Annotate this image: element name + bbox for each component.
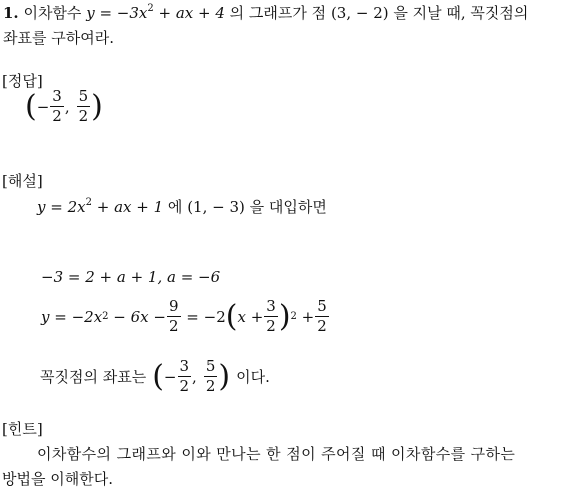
step2-fraction-3-2 <box>264 298 278 335</box>
answer-minus: − <box>36 97 50 116</box>
step2-h-den: 2 <box>317 317 327 335</box>
problem-line-2: 좌표를 구하여라. <box>3 29 114 47</box>
step2-open-paren: ( <box>225 298 238 334</box>
conclusion-text-b: 이다. <box>236 368 270 386</box>
answer-open-paren: ( <box>25 88 37 124</box>
problem-number: 1. <box>3 4 19 22</box>
conclusion-close-paren: ) <box>218 358 231 394</box>
solution-step-1: −3 = 2 + a + 1, a = −6 <box>41 268 221 286</box>
problem-equation-prefix: y = −3x <box>86 4 148 22</box>
step2-h-num: 5 <box>317 297 327 315</box>
solution-point: (1, − 3) <box>187 198 245 216</box>
problem-text-a: 이차함수 <box>23 4 82 22</box>
solution-eq-exponent: 2 <box>85 197 92 208</box>
step2-close-paren: ) <box>278 298 291 334</box>
answer-y-fraction <box>77 88 91 125</box>
step2-a: y = −2x <box>41 307 103 326</box>
conclusion-x-den: 2 <box>179 377 190 395</box>
problem-text-c: 을 지날 때, 꼭짓점의 <box>393 4 529 22</box>
solution-label: [해설] <box>2 172 43 190</box>
conclusion-x-num: 3 <box>179 357 190 375</box>
step2-plus: + <box>296 307 315 326</box>
step2-f-num: 9 <box>168 297 179 315</box>
answer-x-fraction <box>50 88 64 125</box>
solution-conclusion: 꼭짓점의 좌표는 ( − $\frac{3}{2}$ , $\frac{5}{2}$ ) 이다. <box>40 357 270 395</box>
step2-fraction-5-2 <box>315 298 329 335</box>
problem-equation-suffix: + ax + 4 <box>153 4 225 22</box>
solution-intro <box>37 196 327 217</box>
solution-text-a: 에 <box>167 198 183 216</box>
answer-y-denominator: 2 <box>78 107 89 125</box>
step2-c: = −2 <box>181 307 226 326</box>
answer-x-numerator: 3 <box>52 87 62 105</box>
problem-point: (3, − 2) <box>330 4 389 22</box>
conclusion-y-num: 5 <box>205 357 216 375</box>
answer-label: [정답] <box>2 72 43 90</box>
problem-equation-exponent: 2 <box>147 3 154 14</box>
step2-fraction-9-2 <box>167 298 181 335</box>
problem-text-b: 의 그래프가 점 <box>229 4 327 22</box>
hint-label: [힌트] <box>2 420 43 438</box>
solution-eq-prefix: y = 2x <box>37 198 86 216</box>
hint-line-1: 이차함수의 그래프와 이와 만나는 한 점이 주어질 때 이차함수를 구하는 <box>37 445 516 463</box>
problem-line-1 <box>3 2 528 23</box>
solution-step-2: y = −2x 2 − 6x − $\frac{9}{2}$ = −2 ( x + $\frac{3}{2}$ ) 2 + $\frac{5}{2}$ <box>41 297 327 335</box>
answer-y-numerator: 5 <box>78 87 89 105</box>
conclusion-text-a: 꼭짓점의 좌표는 <box>40 368 147 386</box>
answer-x-denominator: 2 <box>52 107 62 125</box>
answer-close-paren: ) <box>91 88 103 124</box>
conclusion-y-fraction <box>204 358 218 395</box>
step2-inner: x + <box>237 307 264 326</box>
conclusion-open-paren: ( <box>152 358 164 394</box>
step2-f-den: 2 <box>168 317 179 335</box>
solution-eq-suffix: + ax + 1 <box>91 198 164 216</box>
conclusion-minus: − <box>163 367 177 386</box>
step2-b: − 6x − <box>108 307 166 326</box>
answer-coordinate: ( − $\frac{3}{2}$ , $\frac{5}{2}$ ) <box>25 87 103 125</box>
conclusion-x-fraction <box>178 358 192 395</box>
step2-g-num: 3 <box>266 297 276 315</box>
conclusion-y-den: 2 <box>205 377 216 395</box>
hint-line-2: 방법을 이해한다. <box>2 470 113 488</box>
step2-g-den: 2 <box>266 317 276 335</box>
solution-text-b: 을 대입하면 <box>249 198 327 216</box>
